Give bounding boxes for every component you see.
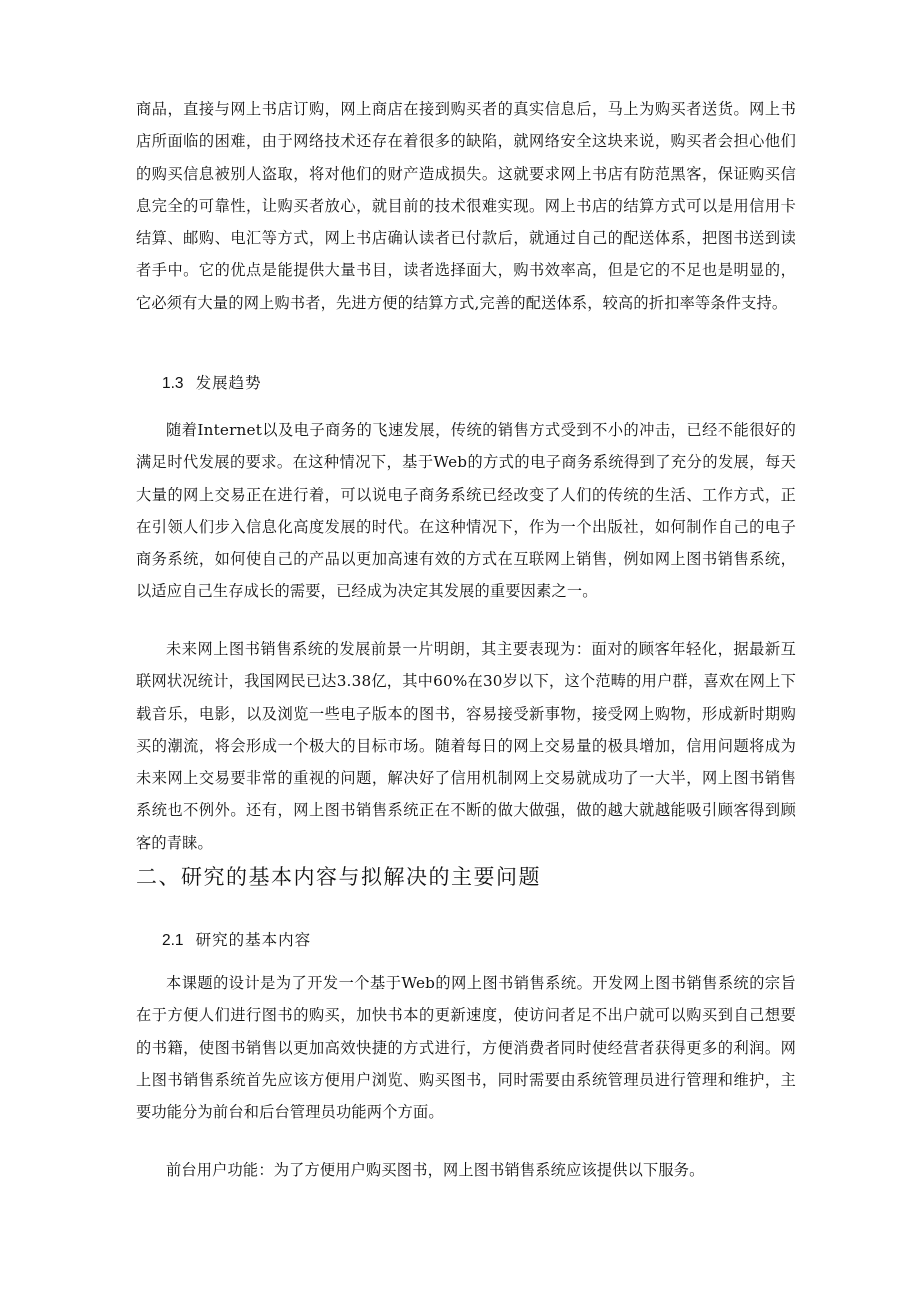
section-title: 研究的基本内容 (195, 931, 312, 949)
chapter-heading-2: 二、研究的基本内容与拟解决的主要问题 (136, 865, 541, 889)
paragraph-trend-2: 未来网上图书销售系统的发展前景一片明朗，其主要表现为：面对的顾客年轻化，据最新互联网状况统计，我国网民已达3.38亿，其中60%在30岁以下，这个范畴的用户群，喜欢在网上下载音乐，电影，以及浏览一些电子版本的图书，容易接受新事物，接受网上购物，形成新时期购买的潮流，将会形成一个极大的目标市场。随着每日的网上交易量的极具增加，信用问题将成为未来网上交易要非常的重视的问题，解决好了信用机制网上交易就成功了一大半，网上图书销售系统也不例外。还有，网上图书销售系统正在不断的做大做强，做的越大就越能吸引顾客得到顾客的青睐。 (136, 640, 796, 852)
section-heading-2-1 (162, 929, 311, 952)
paragraph-content-2: 前台用户功能：为了方便用户购买图书，网上图书销售系统应该提供以下服务。 (166, 1161, 705, 1179)
paragraph-content-1: 本课题的设计是为了开发一个基于Web的网上图书销售系统。开发网上图书销售系统的宗旨在于方便人们进行图书的购买，加快书本的更新速度，使访问者足不出户就可以购买到自己想要的书籍，使图书销售以更加高效快捷的方式进行，方便消费者同时使经营者获得更多的利润。网上图书销售系统首先应该方便用户浏览、购买图书，同时需要由系统管理员进行管理和维护，主要功能分为前台和后台管理员功能两个方面。 (136, 974, 796, 1122)
paragraph-intro: 商品，直接与网上书店订购，网上商店在接到购买者的真实信息后，马上为购买者送货。网上书店所面临的困难，由于网络技术还存在着很多的缺陷，就网络安全这块来说，购买者会担心他们的购买信息被别人盗取，将对他们的财产造成损失。这就要求网上书店有防范黑客，保证购买信息完全的可靠性，让购买者放心，就目前的技术很难实现。网上书店的结算方式可以是用信用卡结算、邮购、电汇等方式，网上书店确认读者已付款后，就通过自己的配送体系，把图书送到读者手中。它的优点是能提供大量书目，读者选择面大，购书效率高，但是它的不足也是明显的，它必须有大量的网上购书者，先进方便的结算方式,完善的配送体系，较高的折扣率等条件支持。 (136, 100, 796, 312)
paragraph-trend-1: 随着Internet以及电子商务的飞速发展，传统的销售方式受到不小的冲击，已经不能很好的满足时代发展的要求。在这种情况下，基于Web的方式的电子商务系统得到了充分的发展，每天大量的网上交易正在进行着，可以说电子商务系统已经改变了人们的传统的生活、工作方式，正在引领人们步入信息化高度发展的时代。在这种情况下，作为一个出版社，如何制作自己的电子商务系统，如何使自己的产品以更加高速有效的方式在互联网上销售，例如网上图书销售系统，以适应自己生存成长的需要，已经成为决定其发展的重要因素之一。 (136, 421, 796, 601)
section-number: 1.3 (162, 375, 184, 392)
section-heading-1-3 (162, 372, 262, 395)
section-title: 发展趋势 (195, 374, 262, 392)
section-number: 2.1 (162, 932, 184, 949)
